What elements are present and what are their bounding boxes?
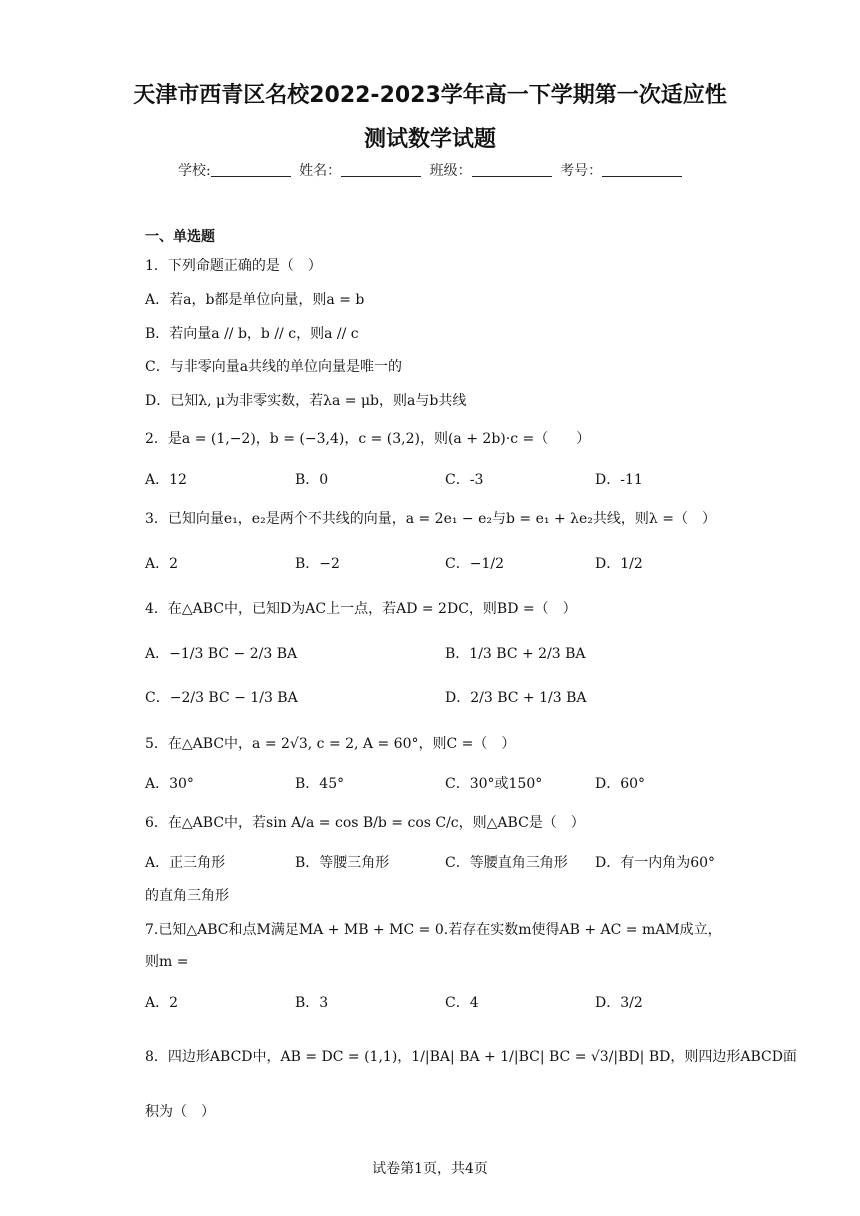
question-1-stem: 1．下列命题正确的是（ ） [145,258,322,274]
name-label: 姓名： [299,163,342,179]
question-5-option-a: A．30° [145,776,194,792]
question-7-stem: 7.已知△ABC和点M满足MA + MB + MC = 0.若存在实数m使得AB + AC = mAM成立， [145,922,722,938]
class-blank [472,162,552,177]
question-3-option-c: C．−1/2 [445,556,504,572]
question-7-stem-cont: 则m = [145,954,189,970]
question-4-stem: 4．在△ABC中，已知D为AC上一点，若AD = 2DC，则BD =（ ） [145,601,577,617]
question-3-option-a: A．2 [145,556,179,572]
exam-no-blank [602,162,682,177]
question-3-option-d: D．1/2 [595,556,643,572]
question-7-option-d: D．3/2 [595,995,643,1011]
question-2-option-d: D．-11 [595,472,643,488]
exam-no-label: 考号： [560,163,603,179]
school-label: 学校: [178,163,211,179]
question-6-stem: 6．在△ABC中，若sin A/a = cos B/b = cos C/c，则△ABC是（ ） [145,815,585,831]
question-6-option-d: D．有一内角为60° [595,855,716,871]
page-footer: 试卷第1页，共4页 [372,1161,488,1177]
question-2-option-a: A．12 [145,472,187,488]
question-1-option-a: A．若a，b都是单位向量，则a = b [145,292,365,308]
page-subtitle: 测试数学试题 [363,127,496,152]
section-heading: 一、单选题 [145,229,215,245]
question-6-option-b: B．等腰三角形 [295,855,390,871]
question-3-stem: 3．已知向量e₁，e₂是两个不共线的向量，a = 2e₁ − e₂与b = e₁ + λe₂共线，则λ =（ ） [145,511,716,527]
question-6-option-a: A．正三角形 [145,855,226,871]
question-7-option-c: C．4 [445,995,479,1011]
question-1-option-b: B．若向量a // b，b // c，则a // c [145,326,359,342]
question-1-option-d: D．已知λ, μ为非零实数，若λa = μb，则a与b共线 [145,393,467,409]
question-2-option-b: B．0 [295,472,329,488]
question-5-option-b: B．45° [295,776,345,792]
question-4-option-a: A．−1/3 BC − 2/3 BA [145,646,298,662]
question-4-option-b: B．1/3 BC + 2/3 BA [445,646,586,662]
question-5-option-c: C．30°或150° [445,776,543,792]
question-5-stem: 5．在△ABC中，a = 2√3, c = 2, A = 60°，则C =（ ） [145,736,516,752]
question-2-stem: 2．是a = (1,−2)，b = (−3,4)，c = (3,2)，则(a + 2b)·c =（ ） [145,431,591,447]
name-blank [341,162,421,177]
question-4-option-c: C．−2/3 BC − 1/3 BA [145,690,298,706]
question-6-option-d-cont: 的直角三角形 [145,888,229,904]
question-8-stem-cont: 积为（ ） [145,1104,215,1120]
question-1-option-c: C．与非零向量a共线的单位向量是唯一的 [145,359,403,375]
school-blank [211,162,291,177]
question-4-option-d: D．2/3 BC + 1/3 BA [445,690,587,706]
page-title: 天津市西青区名校2022-2023学年高一下学期第一次适应性 [133,83,727,108]
question-8-stem: 8．四边形ABCD中，AB = DC = (1,1)，1/|BA| BA + 1/|BC| BC = √3/|BD| BD，则四边形ABCD面 [145,1049,797,1065]
question-7-option-a: A．2 [145,995,179,1011]
question-2-option-c: C．-3 [445,472,484,488]
question-3-option-b: B．−2 [295,556,340,572]
question-7-option-b: B．3 [295,995,329,1011]
question-6-option-c: C．等腰直角三角形 [445,855,568,871]
student-info-row [178,160,686,180]
class-label: 班级： [429,163,472,179]
question-5-option-d: D．60° [595,776,646,792]
